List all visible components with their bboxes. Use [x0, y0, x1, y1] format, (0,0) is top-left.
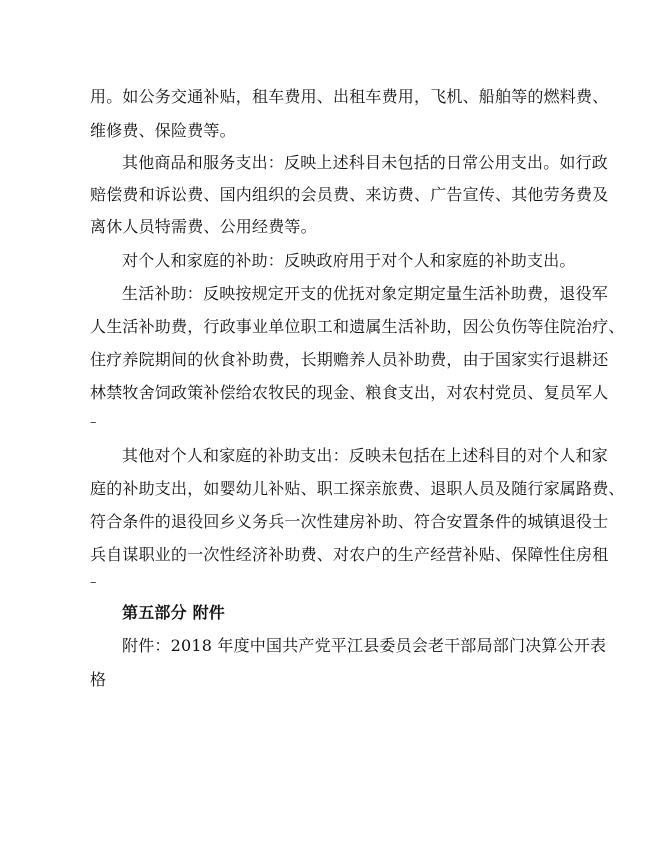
- paragraph-start: 其他商品和服务支出：反映上述科目未包括的日常公用支出。如行政: [122, 153, 609, 172]
- text-line: 住疗养院期间的伙食补助费，长期赡养人员补助费，由于国家实行退耕还: [90, 350, 609, 369]
- text-line: 林禁牧舍饲政策补偿给农牧民的现金、粮食支出，对农村党员、复员军人: [90, 383, 609, 402]
- text-line: 离休人员特需费、公用经费等。: [90, 217, 317, 236]
- text-line: 格: [90, 670, 107, 689]
- paragraph-start: 对个人和家庭的补助：反映政府用于对个人和家庭的补助支出。: [122, 251, 576, 270]
- paragraph-start: 其他对个人和家庭的补助支出：反映未包括在上述科目的对个人和家: [122, 446, 609, 465]
- text-line: 符合条件的退役回乡义务兵一次性建房补助、符合安置条件的城镇退役士: [90, 512, 609, 531]
- dash-mark: –: [90, 415, 97, 430]
- text-line: 兵自谋职业的一次性经济补助费、对农户的生产经营补贴、保障性住房租: [90, 545, 609, 564]
- text-line: 赔偿费和诉讼费、国内组织的会员费、来访费、广告宣传、其他劳务费及: [90, 185, 609, 204]
- dash-mark: –: [90, 575, 97, 590]
- attachment-line: 附件：2018 年度中国共产党平江县委员会老干部局部门决算公开表: [122, 636, 607, 655]
- text-line: 维修费、保险费等。: [90, 121, 236, 140]
- paragraph-start: 生活补助：反映按规定开支的优抚对象定期定量生活补助费，退役军: [122, 284, 609, 303]
- text-line: 人生活补助费，行政事业单位职工和遗属生活补助，因公负伤等住院治疗、: [90, 317, 625, 336]
- section-heading: 第五部分 附件: [122, 603, 225, 622]
- text-line: 用。如公务交通补贴，租车费用、出租车费用，飞机、船舶等的燃料费、: [90, 87, 609, 106]
- text-line: 庭的补助支出，如婴幼儿补贴、职工探亲旅费、退职人员及随行家属路费、: [90, 479, 625, 498]
